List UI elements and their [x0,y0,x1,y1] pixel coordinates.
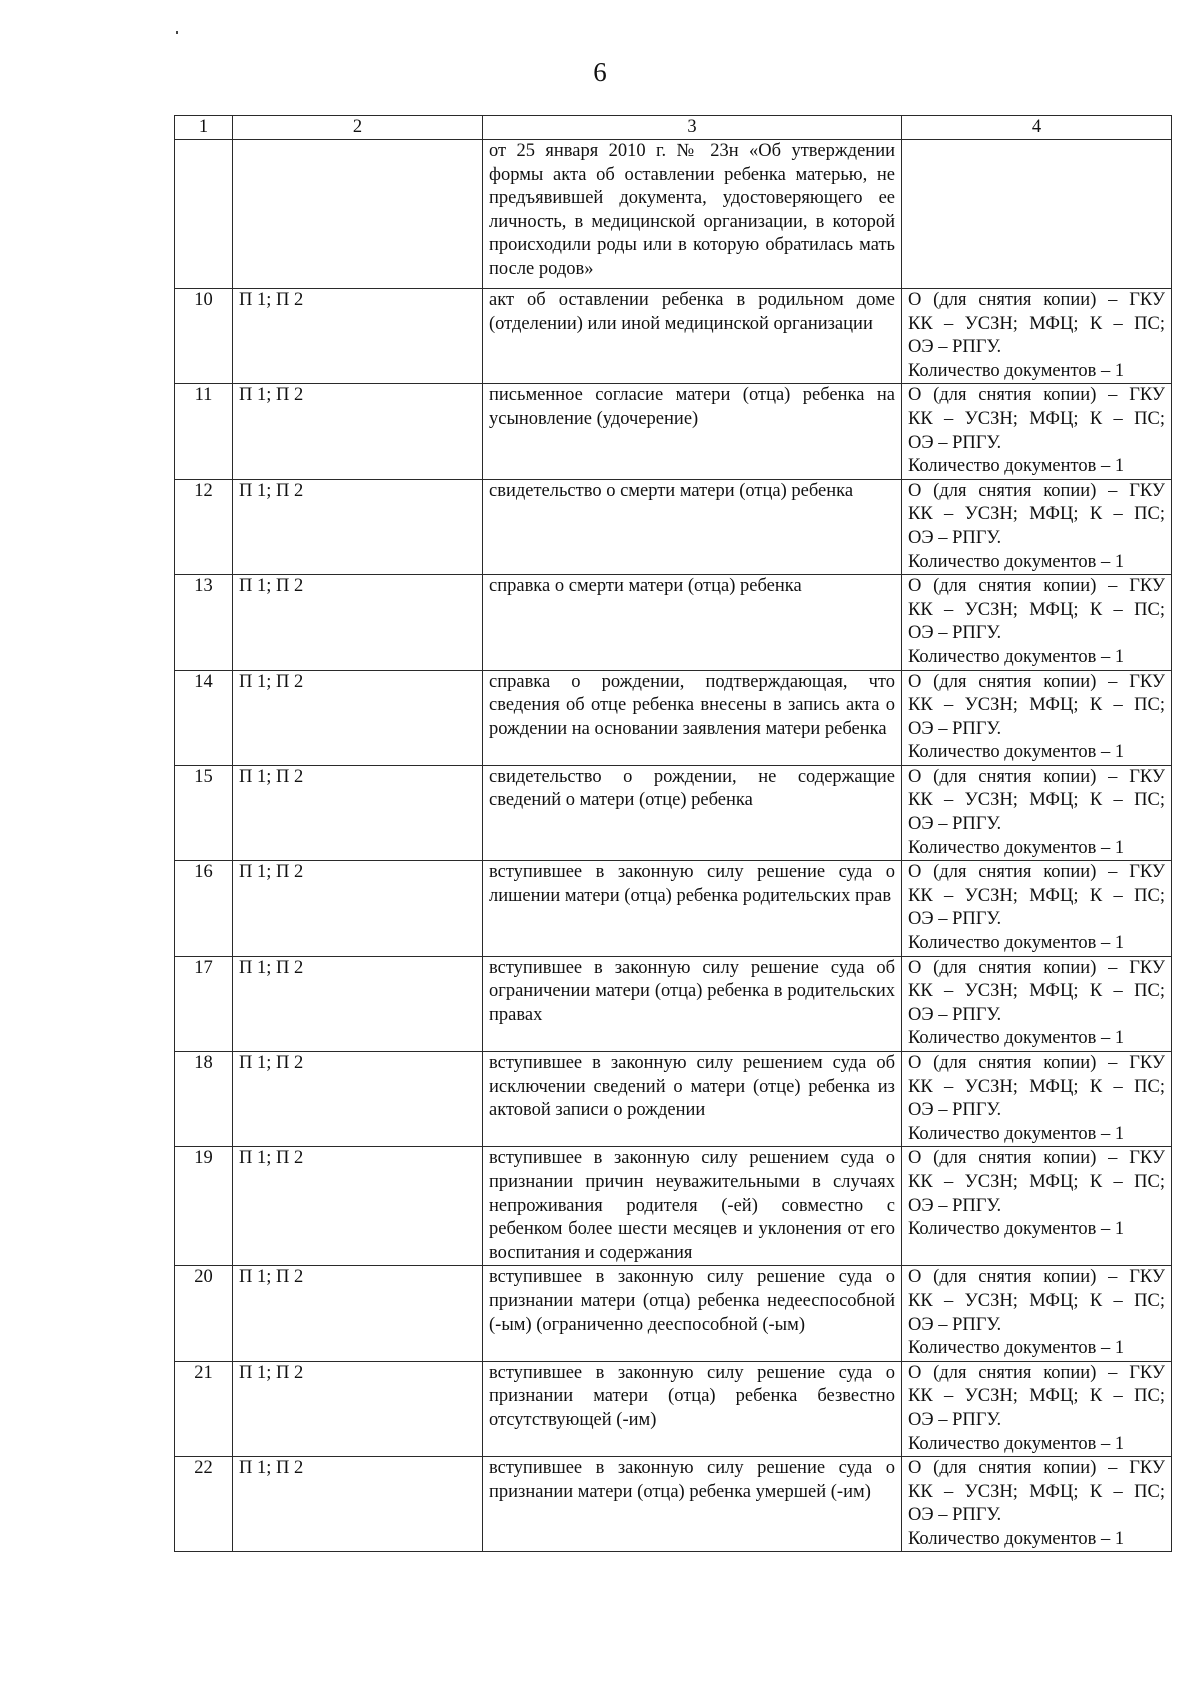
row-doc-type: П 1; П 2 [233,1361,483,1456]
row-description: вступившее в законную силу решение суда о лишении матери (отца) ребенка родительских прав [483,861,902,956]
note-line: ОЭ – РПГУ. [908,1314,1002,1335]
table-row [175,956,1172,1051]
note-line: КК – УСЗН; МФЦ; К – ПС; [908,1481,1165,1502]
note-line: Количество документов – 1 [908,551,1125,572]
note-line: О (для снятия копии) – ГКУ [908,1053,1165,1073]
row-notes [902,670,1172,765]
note-line: О (для снятия копии) – ГКУ [908,290,1165,310]
row-notes [902,1052,1172,1147]
note-line: КК – УСЗН; МФЦ; К – ПС; [908,1386,1165,1407]
note-line: О (для снятия копии) – ГКУ [908,1148,1165,1169]
row-doc-type: П 1; П 2 [233,956,483,1051]
note-line: ОЭ – РПГУ. [908,527,1002,548]
row-notes [902,140,1172,289]
table-row [175,861,1172,956]
column-number-header: 4 [902,116,1172,140]
row-number: 16 [175,861,233,956]
row-doc-type: П 1; П 2 [233,861,483,956]
note-line: ОЭ – РПГУ. [908,1195,1002,1216]
table-row [175,1052,1172,1147]
note-line: КК – УСЗН; МФЦ; К – ПС; [908,1171,1165,1192]
note-line: КК – УСЗН; МФЦ; К – ПС; [908,408,1165,429]
note-line: Количество документов – 1 [908,456,1125,477]
row-notes [902,575,1172,670]
note-line: КК – УСЗН; МФЦ; К – ПС; [908,695,1165,716]
row-number: 14 [175,670,233,765]
column-number-header: 3 [483,116,902,140]
row-doc-type: П 1; П 2 [233,575,483,670]
row-notes [902,289,1172,384]
note-line: О (для снятия копии) – ГКУ [908,671,1165,692]
row-notes [902,1361,1172,1456]
row-description: справка о смерти матери (отца) ребенка [483,575,902,670]
table-row [175,575,1172,670]
row-notes [902,1266,1172,1361]
table-row-continuation [175,140,1172,289]
note-line: О (для снятия копии) – ГКУ [908,1267,1165,1288]
note-line: О (для снятия копии) – ГКУ [908,480,1165,501]
note-line: О (для снятия копии) – ГКУ [908,576,1165,597]
table-row [175,1147,1172,1266]
note-line: КК – УСЗН; МФЦ; К – ПС; [908,885,1165,906]
note-line: О (для снятия копии) – ГКУ [908,385,1165,406]
row-description: свидетельство о рождении, не содержащие сведений о матери (отце) ребенка [483,765,902,860]
note-line: Количество документов – 1 [908,933,1125,954]
table-header-row [175,116,1172,140]
row-notes [902,384,1172,479]
note-line: ОЭ – РПГУ. [908,1100,1002,1121]
table-row [175,384,1172,479]
note-line: Количество документов – 1 [908,1528,1125,1549]
scan-speck [176,31,178,34]
note-line: Количество документов – 1 [908,1219,1125,1240]
row-doc-type: П 1; П 2 [233,1457,483,1552]
row-notes [902,1457,1172,1552]
row-description: вступившее в законную силу решение суда о признании матери (отца) ребенка недееспособной (-ым) (ограниченно дееспособной (-ым) [483,1266,902,1361]
documents-table [174,115,1172,1552]
row-number: 17 [175,956,233,1051]
row-number: 10 [175,289,233,384]
note-line: О (для снятия копии) – ГКУ [908,957,1165,978]
row-notes [902,765,1172,860]
note-line: О (для снятия копии) – ГКУ [908,1458,1165,1479]
note-line: ОЭ – РПГУ. [908,1505,1002,1526]
row-doc-type: П 1; П 2 [233,384,483,479]
table-row [175,1266,1172,1361]
row-description: письменное согласие матери (отца) ребенка на усыновление (удочерение) [483,384,902,479]
table-row [175,1361,1172,1456]
row-notes [902,1147,1172,1266]
note-line: КК – УСЗН; МФЦ; К – ПС; [908,599,1165,620]
note-line: ОЭ – РПГУ. [908,337,1002,358]
row-description: свидетельство о смерти матери (отца) ребенка [483,479,902,574]
row-doc-type: П 1; П 2 [233,1266,483,1361]
note-line: ОЭ – РПГУ. [908,623,1002,644]
row-description: вступившее в законную силу решение суда о признании матери (отца) ребенка безвестно отсутствующей (-им) [483,1361,902,1456]
row-description: вступившее в законную силу решение суда о признании матери (отца) ребенка умершей (-им) [483,1457,902,1552]
row-doc-type: П 1; П 2 [233,479,483,574]
column-number-header: 1 [175,116,233,140]
note-line: О (для снятия копии) – ГКУ [908,1362,1165,1383]
row-number: 19 [175,1147,233,1266]
row-number: 15 [175,765,233,860]
note-line: Количество документов – 1 [908,646,1125,667]
note-line: Количество документов – 1 [908,1028,1125,1049]
row-doc-type: П 1; П 2 [233,289,483,384]
row-doc-type: П 1; П 2 [233,1147,483,1266]
note-line: Количество документов – 1 [908,1338,1125,1359]
note-line: ОЭ – РПГУ. [908,1004,1002,1025]
row-description: справка о рождении, подтверждающая, что сведения об отце ребенка внесены в запись акта о рождении на основании заявления матери ребенка [483,670,902,765]
table-row [175,289,1172,384]
column-number-header: 2 [233,116,483,140]
note-line: КК – УСЗН; МФЦ; К – ПС; [908,790,1165,811]
row-number: 21 [175,1361,233,1456]
row-doc-type: П 1; П 2 [233,765,483,860]
note-line: Количество документов – 1 [908,837,1125,858]
note-line: ОЭ – РПГУ. [908,814,1002,835]
row-notes [902,956,1172,1051]
row-doc-type: П 1; П 2 [233,670,483,765]
table-row [175,479,1172,574]
row-number: 18 [175,1052,233,1147]
row-description: от 25 января 2010 г. № 23н «Об утверждении формы акта об оставлении ребенка матерью, не предъявившей документа, удостоверяющего ее личность, в медицинской организации, в которой происходили роды или в которую обратилась мать после родов» [483,140,902,289]
note-line: КК – УСЗН; МФЦ; К – ПС; [908,1076,1165,1097]
note-line: О (для снятия копии) – ГКУ [908,766,1165,787]
note-line: КК – УСЗН; МФЦ; К – ПС; [908,313,1165,334]
note-line: Количество документов – 1 [908,360,1125,381]
note-line: ОЭ – РПГУ. [908,1409,1002,1430]
row-number: 12 [175,479,233,574]
row-description: вступившее в законную силу решение суда об ограничении матери (отца) ребенка в родительских правах [483,956,902,1051]
row-number-cell [175,140,233,289]
note-line: КК – УСЗН; МФЦ; К – ПС; [908,504,1165,525]
row-description: вступившее в законную силу решением суда о признании причин неуважительными в случаях непроживания родителя (-ей) совместно с ребенком более шести месяцев и уклонения от его воспитания и содержания [483,1147,902,1266]
row-doc-type: П 1; П 2 [233,1052,483,1147]
row-number: 22 [175,1457,233,1552]
note-line: Количество документов – 1 [908,1433,1125,1454]
row-notes [902,861,1172,956]
row-description: вступившее в законную силу решением суда об исключении сведений о матери (отце) ребенка из актовой записи о рождении [483,1052,902,1147]
note-line: ОЭ – РПГУ. [908,909,1002,930]
note-line: Количество документов – 1 [908,742,1125,763]
table-rows [175,289,1172,1552]
row-number: 13 [175,575,233,670]
table-row [175,765,1172,860]
page-number: 6 [593,57,607,87]
note-line: КК – УСЗН; МФЦ; К – ПС; [908,981,1165,1002]
row-description: акт об оставлении ребенка в родильном доме (отделении) или иной медицинской организации [483,289,902,384]
note-line: КК – УСЗН; МФЦ; К – ПС; [908,1290,1165,1311]
table-row [175,1457,1172,1552]
row-notes [902,479,1172,574]
table-row [175,670,1172,765]
row-number: 20 [175,1266,233,1361]
note-line: Количество документов – 1 [908,1123,1125,1144]
note-line: О (для снятия копии) – ГКУ [908,862,1165,883]
row-number: 11 [175,384,233,479]
note-line: ОЭ – РПГУ. [908,432,1002,453]
row-type-cell [233,140,483,289]
note-line: ОЭ – РПГУ. [908,718,1002,739]
